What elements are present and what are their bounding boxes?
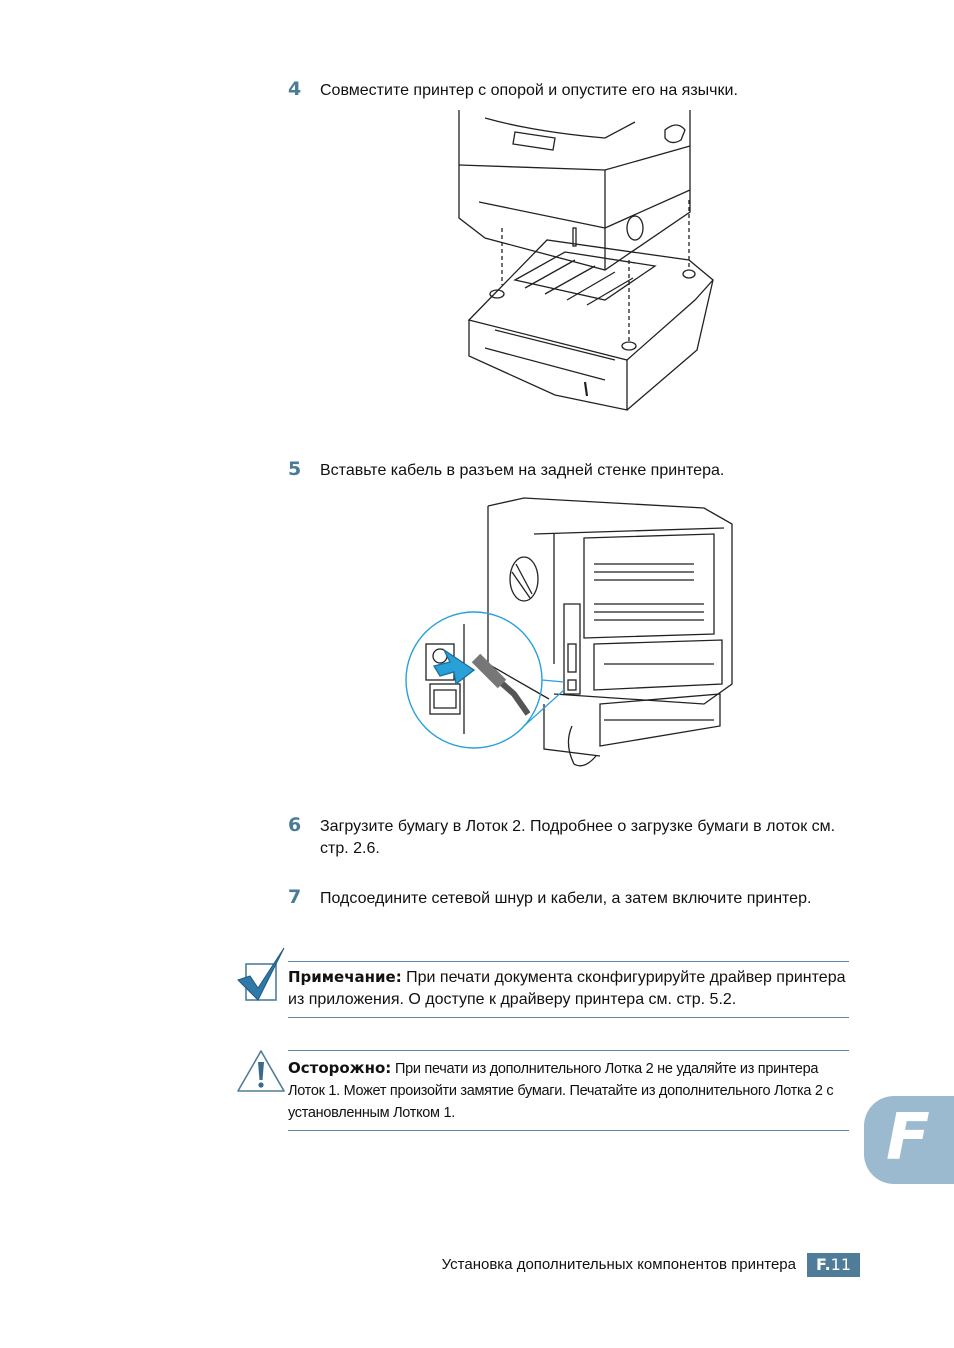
note-text: При печати документа сконфигурируйте драйвер принтера из приложения. О доступе к драйверу принтера см. стр. 5.2. [288,969,846,1008]
caution-label: Осторожно: [288,1059,392,1077]
step-text: Подсоедините сетевой шнур и кабели, а затем включите принтер. [320,890,812,907]
step-number: 7 [288,886,302,908]
step-number: 4 [288,78,302,100]
page-prefix: F. [815,1255,831,1274]
note-checkmark-icon [236,946,288,1011]
page-number-badge [807,1253,860,1277]
caution-text: При печати из дополнительного Лотка 2 не удаляйте из принтера Лоток 1. Может произойти замятие бумаги. Печатайте из дополнительного Лотка 2 с установленным Лотком 1. [288,1061,834,1121]
step-text: Вставьте кабель в разъем на задней стенке принтера. [320,462,725,479]
page-number: 11 [830,1255,851,1274]
cable-connection-illustration [404,494,734,774]
note-label: Примечание: [288,968,402,986]
caution-box [288,1050,849,1131]
note-box [288,961,849,1018]
step-text: Совместите принтер с опорой и опустите его на язычки. [320,82,738,99]
footer-title: Установка дополнительных компонентов принтера [441,1256,796,1273]
chapter-letter: F [886,1101,930,1175]
step-text: Загрузите бумагу в Лоток 2. Подробнее о загрузке бумаги в лоток см. стр. 2.6. [320,818,836,857]
printer-tray-illustration [455,110,720,422]
warning-triangle-icon [236,1048,286,1099]
step-number: 5 [288,458,302,480]
step-number: 6 [288,814,302,836]
chapter-tab [864,1096,954,1184]
